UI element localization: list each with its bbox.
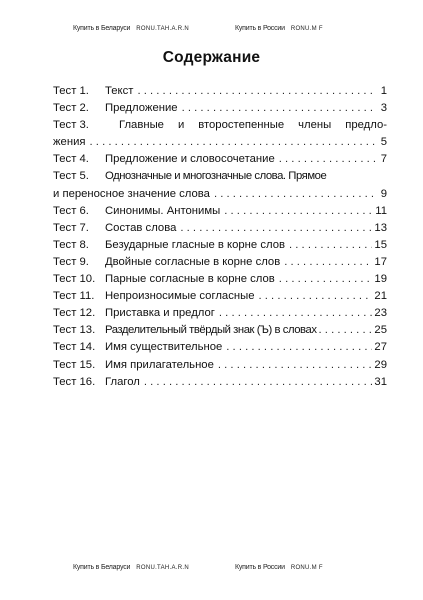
toc-entry-6[interactable] — [53, 203, 387, 220]
toc-number: Тест 13. — [53, 324, 96, 337]
toc-page-number: 29 — [374, 358, 387, 371]
footer-left — [73, 562, 189, 574]
toc-page-number: 9 — [380, 187, 387, 200]
toc-label — [53, 254, 280, 271]
toc-page-number: 13 — [374, 221, 387, 234]
dot-leader — [214, 186, 375, 203]
toc-page-number: 25 — [374, 324, 387, 337]
toc-number: Тест 12. — [53, 307, 96, 320]
toc-title-continuation: и переносное значение слова — [53, 187, 210, 200]
toc-title: Однозначные и многозначные слова. Прямое — [105, 170, 327, 183]
toc-number: Тест 15. — [53, 358, 96, 371]
dot-leader — [259, 288, 373, 305]
toc-number: Тест 3. — [53, 119, 89, 132]
toc-page-number: 23 — [374, 307, 387, 320]
toc-title: Парные согласные в корне слов — [105, 273, 275, 286]
toc-page-number: 11 — [375, 204, 387, 217]
toc-title: Предложение — [105, 102, 178, 115]
toc-title: Имя существительное — [105, 341, 223, 354]
toc-page-number: 1 — [380, 85, 387, 97]
page-title: Содержание — [162, 49, 261, 66]
toc-title: Безударные гласные в корне слов — [105, 238, 285, 251]
toc-number: Тест 11. — [53, 290, 95, 303]
toc-page-number: 17 — [374, 255, 387, 268]
toc-label — [53, 100, 178, 117]
toc-entry-4[interactable] — [53, 151, 387, 168]
dot-leader — [284, 254, 372, 271]
footer-buy-belarus-link[interactable]: Купить в Беларуси — [73, 564, 131, 571]
toc-title: Разделительный твёрдый знак (Ъ) в словах — [105, 324, 317, 337]
toc-entry-12[interactable] — [53, 305, 387, 322]
dot-leader — [279, 271, 373, 288]
header-buy-russia-link[interactable]: Купить в России — [235, 25, 285, 32]
toc-entry-1[interactable] — [53, 83, 387, 100]
toc-number: Тест 4. — [53, 153, 89, 166]
toc-entry-3[interactable] — [53, 117, 387, 151]
header-belarus-code: RONU.TAH.A.R.N — [136, 26, 189, 32]
toc-title-word: члены — [298, 119, 332, 132]
toc-page-number: 19 — [374, 273, 387, 286]
dot-leader — [219, 305, 373, 322]
toc-number: Тест 1. — [53, 85, 89, 97]
dot-leader — [90, 134, 375, 151]
toc-page-number: 5 — [380, 136, 387, 149]
toc-title: Синонимы. Антонимы — [105, 204, 221, 217]
toc-entry-2[interactable] — [53, 100, 387, 117]
toc-title: Непроизносимые согласные — [105, 290, 255, 303]
toc-number: Тест 10. — [53, 273, 96, 286]
toc-title: Состав слова — [105, 221, 177, 234]
toc-label — [53, 339, 222, 356]
toc-page-number: 27 — [374, 341, 387, 354]
toc-title-word: второстепенные — [198, 119, 285, 132]
toc-entry-10[interactable] — [53, 271, 387, 288]
toc-number: Тест 14. — [53, 341, 96, 354]
toc-label — [53, 288, 255, 305]
toc-entry-16[interactable] — [53, 374, 387, 391]
footer-right — [235, 562, 323, 574]
toc-number: Тест 9. — [53, 255, 89, 268]
toc-label — [53, 374, 140, 391]
header-buy-belarus-link[interactable]: Купить в Беларуси — [73, 25, 131, 32]
footer-belarus-code: RONU.TAH.A.R.N — [136, 565, 189, 571]
toc-title: Приставка и предлог — [105, 307, 215, 320]
toc-title: Имя прилагательное — [105, 358, 214, 371]
toc-title: Двойные согласные в корне слов — [105, 255, 281, 268]
toc-title: Предложение и словосочетание — [105, 153, 275, 166]
footer-russia-code: RONU.M F — [290, 565, 323, 571]
dot-leader — [137, 83, 375, 100]
toc-title: Текст — [105, 85, 134, 97]
toc-page-number: 21 — [374, 290, 387, 303]
toc-label — [53, 151, 275, 168]
footer-buy-russia-link[interactable]: Купить в России — [235, 564, 285, 571]
toc-page-number: 7 — [380, 153, 387, 166]
toc-title-word: и — [177, 119, 185, 132]
toc-entry-7[interactable] — [53, 220, 387, 237]
toc-entry-11[interactable] — [53, 288, 387, 305]
toc-entry-13[interactable] — [53, 322, 387, 339]
dot-leader — [289, 237, 372, 254]
toc-page-number: 31 — [374, 375, 387, 388]
header-left — [73, 23, 189, 35]
toc-entry-14[interactable] — [53, 339, 387, 356]
toc-label — [53, 271, 275, 288]
toc-number: Тест 7. — [53, 221, 89, 234]
header-russia-code: RONU.M F — [290, 26, 323, 32]
dot-leader — [224, 203, 373, 220]
toc-entry-5[interactable] — [53, 168, 387, 202]
dot-leader — [144, 374, 373, 391]
toc-label — [53, 305, 215, 322]
toc-label — [53, 237, 285, 254]
toc-title-word: Главные — [118, 119, 164, 132]
dot-leader — [218, 357, 373, 374]
toc-title-continuation: жения — [53, 136, 86, 149]
toc-label — [53, 220, 176, 237]
toc-number: Тест 5. — [53, 170, 89, 183]
toc-number: Тест 2. — [53, 102, 89, 115]
toc-entry-15[interactable] — [53, 357, 387, 374]
toc-title-word: предло- — [345, 119, 387, 132]
table-of-contents — [53, 83, 387, 391]
toc-label — [53, 357, 214, 374]
toc-label — [53, 203, 220, 220]
page-footer — [0, 562, 423, 574]
dot-leader — [180, 220, 372, 237]
dot-leader — [319, 322, 373, 339]
toc-number: Тест 16. — [53, 375, 96, 388]
dot-leader — [226, 339, 372, 356]
header-right — [235, 23, 323, 35]
toc-number: Тест 6. — [53, 204, 89, 217]
dot-leader — [279, 151, 375, 168]
toc-page-number: 15 — [374, 238, 387, 251]
toc-entry-9[interactable] — [53, 254, 387, 271]
toc-title: Глагол — [105, 375, 140, 388]
toc-number: Тест 8. — [53, 238, 89, 251]
toc-page-number: 3 — [380, 102, 387, 115]
dot-leader — [182, 100, 375, 117]
toc-label — [53, 322, 317, 339]
page-header — [0, 23, 423, 35]
toc-entry-8[interactable] — [53, 237, 387, 254]
toc-label — [53, 83, 133, 100]
